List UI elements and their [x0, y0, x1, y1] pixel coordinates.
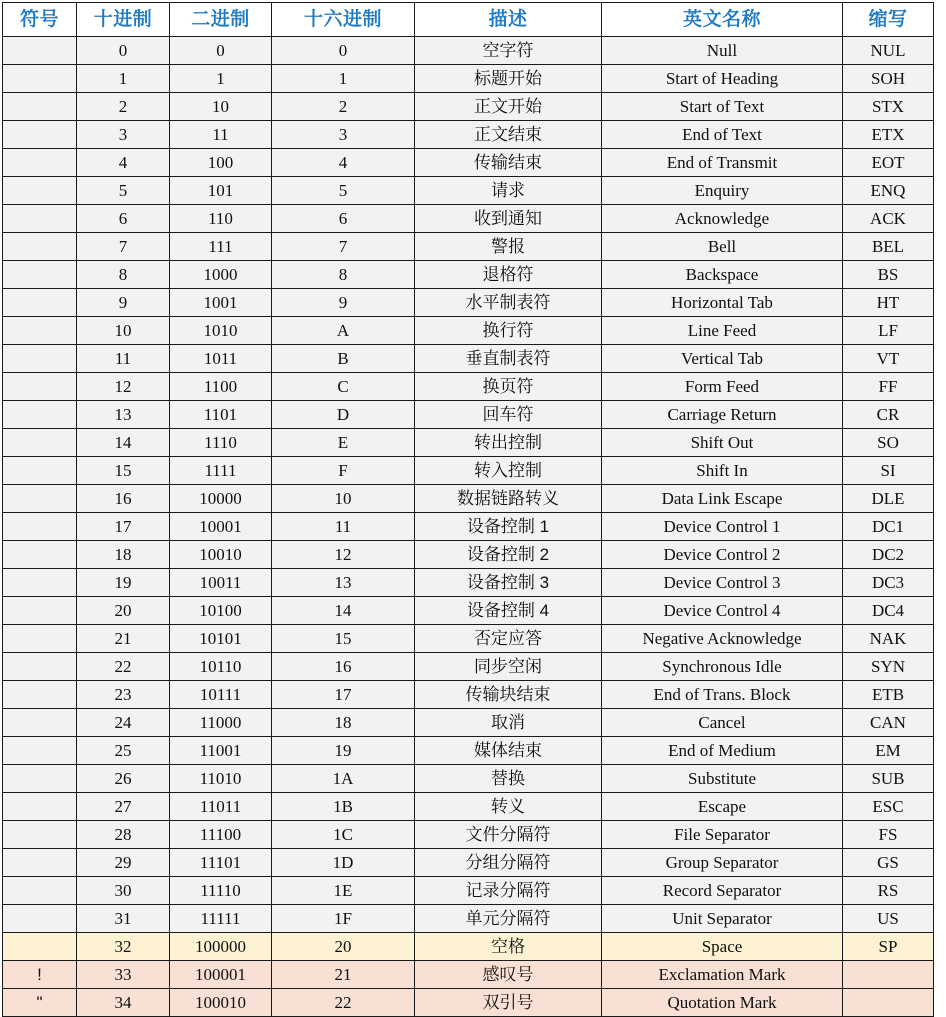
- table-row: [3, 625, 934, 653]
- cell-description: 空字符: [415, 37, 602, 65]
- cell-symbol: [3, 345, 77, 373]
- cell-hexadecimal: 14: [272, 597, 415, 625]
- cell-english-name: Enquiry: [602, 177, 843, 205]
- cell-hexadecimal: B: [272, 345, 415, 373]
- table-row: [3, 345, 934, 373]
- cell-symbol: [3, 233, 77, 261]
- cell-hexadecimal: D: [272, 401, 415, 429]
- table-row: [3, 65, 934, 93]
- cell-decimal: 27: [77, 793, 170, 821]
- cell-hexadecimal: 1D: [272, 849, 415, 877]
- cell-english-name: Bell: [602, 233, 843, 261]
- cell-abbreviation: STX: [843, 93, 934, 121]
- cell-symbol: [3, 541, 77, 569]
- cell-abbreviation: DC3: [843, 569, 934, 597]
- cell-description: 设备控制 1: [415, 513, 602, 541]
- cell-symbol: [3, 933, 77, 961]
- cell-binary: 1000: [170, 261, 272, 289]
- cell-decimal: 12: [77, 373, 170, 401]
- cell-english-name: End of Trans. Block: [602, 681, 843, 709]
- cell-english-name: Group Separator: [602, 849, 843, 877]
- cell-abbreviation: ENQ: [843, 177, 934, 205]
- cell-abbreviation: SP: [843, 933, 934, 961]
- table-row: [3, 681, 934, 709]
- cell-decimal: 6: [77, 205, 170, 233]
- table-row: [3, 485, 934, 513]
- column-header-symbol: 符号: [3, 3, 77, 37]
- cell-english-name: Shift In: [602, 457, 843, 485]
- cell-binary: 11101: [170, 849, 272, 877]
- cell-binary: 11100: [170, 821, 272, 849]
- cell-symbol: [3, 205, 77, 233]
- cell-symbol: [3, 429, 77, 457]
- cell-description: 记录分隔符: [415, 877, 602, 905]
- table-row: [3, 233, 934, 261]
- cell-decimal: 1: [77, 65, 170, 93]
- cell-hexadecimal: 20: [272, 933, 415, 961]
- cell-description: 垂直制表符: [415, 345, 602, 373]
- column-header-decimal: 十进制: [77, 3, 170, 37]
- cell-hexadecimal: 17: [272, 681, 415, 709]
- cell-symbol: [3, 821, 77, 849]
- cell-binary: 1001: [170, 289, 272, 317]
- table-row: [3, 317, 934, 345]
- cell-english-name: Unit Separator: [602, 905, 843, 933]
- cell-description: 媒体结束: [415, 737, 602, 765]
- cell-binary: 0: [170, 37, 272, 65]
- cell-english-name: End of Transmit: [602, 149, 843, 177]
- table-body: [3, 37, 934, 1017]
- cell-english-name: Line Feed: [602, 317, 843, 345]
- cell-hexadecimal: 11: [272, 513, 415, 541]
- table-row: [3, 849, 934, 877]
- cell-hexadecimal: 6: [272, 205, 415, 233]
- table-row: [3, 569, 934, 597]
- cell-abbreviation: DLE: [843, 485, 934, 513]
- cell-description: 分组分隔符: [415, 849, 602, 877]
- cell-symbol: [3, 289, 77, 317]
- cell-hexadecimal: C: [272, 373, 415, 401]
- cell-binary: 110: [170, 205, 272, 233]
- cell-symbol: [3, 849, 77, 877]
- cell-description: 设备控制 2: [415, 541, 602, 569]
- cell-description: 转入控制: [415, 457, 602, 485]
- cell-decimal: 0: [77, 37, 170, 65]
- cell-decimal: 4: [77, 149, 170, 177]
- table-row: [3, 93, 934, 121]
- cell-binary: 100010: [170, 989, 272, 1017]
- cell-description: 正文结束: [415, 121, 602, 149]
- cell-abbreviation: SOH: [843, 65, 934, 93]
- cell-decimal: 23: [77, 681, 170, 709]
- cell-description: 感叹号: [415, 961, 602, 989]
- cell-abbreviation: ACK: [843, 205, 934, 233]
- cell-decimal: 10: [77, 317, 170, 345]
- cell-hexadecimal: 2: [272, 93, 415, 121]
- cell-abbreviation: GS: [843, 849, 934, 877]
- cell-hexadecimal: 12: [272, 541, 415, 569]
- cell-binary: 1101: [170, 401, 272, 429]
- cell-abbreviation: DC2: [843, 541, 934, 569]
- cell-description: 否定应答: [415, 625, 602, 653]
- cell-hexadecimal: 16: [272, 653, 415, 681]
- cell-binary: 1111: [170, 457, 272, 485]
- cell-abbreviation: [843, 989, 934, 1017]
- cell-binary: 10001: [170, 513, 272, 541]
- cell-hexadecimal: A: [272, 317, 415, 345]
- cell-symbol: [3, 121, 77, 149]
- cell-binary: 100: [170, 149, 272, 177]
- cell-english-name: Form Feed: [602, 373, 843, 401]
- cell-symbol: [3, 65, 77, 93]
- cell-decimal: 31: [77, 905, 170, 933]
- cell-hexadecimal: 3: [272, 121, 415, 149]
- table-row: [3, 765, 934, 793]
- cell-english-name: Substitute: [602, 765, 843, 793]
- cell-abbreviation: BS: [843, 261, 934, 289]
- cell-symbol: [3, 597, 77, 625]
- cell-binary: 1010: [170, 317, 272, 345]
- cell-symbol: [3, 569, 77, 597]
- cell-hexadecimal: 7: [272, 233, 415, 261]
- cell-binary: 1011: [170, 345, 272, 373]
- cell-hexadecimal: F: [272, 457, 415, 485]
- cell-english-name: Exclamation Mark: [602, 961, 843, 989]
- cell-symbol: [3, 317, 77, 345]
- cell-description: 转出控制: [415, 429, 602, 457]
- cell-binary: 11010: [170, 765, 272, 793]
- cell-symbol: [3, 737, 77, 765]
- cell-hexadecimal: E: [272, 429, 415, 457]
- table-row: [3, 205, 934, 233]
- cell-description: 警报: [415, 233, 602, 261]
- cell-abbreviation: US: [843, 905, 934, 933]
- cell-english-name: End of Medium: [602, 737, 843, 765]
- cell-binary: 1100: [170, 373, 272, 401]
- table-row: [3, 709, 934, 737]
- table-row: [3, 821, 934, 849]
- table-row: [3, 961, 934, 989]
- cell-binary: 111: [170, 233, 272, 261]
- cell-abbreviation: CAN: [843, 709, 934, 737]
- cell-abbreviation: SUB: [843, 765, 934, 793]
- cell-english-name: Start of Text: [602, 93, 843, 121]
- cell-description: 设备控制 4: [415, 597, 602, 625]
- cell-description: 回车符: [415, 401, 602, 429]
- cell-hexadecimal: 1: [272, 65, 415, 93]
- cell-symbol: [3, 457, 77, 485]
- cell-english-name: Start of Heading: [602, 65, 843, 93]
- cell-description: 单元分隔符: [415, 905, 602, 933]
- cell-english-name: Backspace: [602, 261, 843, 289]
- cell-abbreviation: [843, 961, 934, 989]
- cell-english-name: Data Link Escape: [602, 485, 843, 513]
- cell-decimal: 29: [77, 849, 170, 877]
- cell-abbreviation: FS: [843, 821, 934, 849]
- cell-abbreviation: RS: [843, 877, 934, 905]
- cell-description: 退格符: [415, 261, 602, 289]
- cell-binary: 10000: [170, 485, 272, 513]
- cell-decimal: 5: [77, 177, 170, 205]
- table-row: [3, 877, 934, 905]
- cell-description: 传输块结束: [415, 681, 602, 709]
- cell-english-name: Device Control 3: [602, 569, 843, 597]
- cell-symbol: [3, 513, 77, 541]
- table-row: [3, 261, 934, 289]
- column-header-hexadecimal: 十六进制: [272, 3, 415, 37]
- cell-symbol: [3, 373, 77, 401]
- cell-abbreviation: DC4: [843, 597, 934, 625]
- column-header-description: 描述: [415, 3, 602, 37]
- cell-english-name: File Separator: [602, 821, 843, 849]
- cell-description: 设备控制 3: [415, 569, 602, 597]
- column-header-binary: 二进制: [170, 3, 272, 37]
- cell-symbol: [3, 653, 77, 681]
- cell-description: 传输结束: [415, 149, 602, 177]
- table-row: [3, 513, 934, 541]
- cell-hexadecimal: 1B: [272, 793, 415, 821]
- cell-hexadecimal: 15: [272, 625, 415, 653]
- cell-hexadecimal: 1A: [272, 765, 415, 793]
- cell-symbol: [3, 905, 77, 933]
- ascii-character-table: [2, 2, 934, 1017]
- cell-description: 收到通知: [415, 205, 602, 233]
- cell-decimal: 28: [77, 821, 170, 849]
- table-header: [3, 3, 934, 37]
- table-row: [3, 121, 934, 149]
- cell-english-name: Carriage Return: [602, 401, 843, 429]
- cell-hexadecimal: 22: [272, 989, 415, 1017]
- cell-abbreviation: ESC: [843, 793, 934, 821]
- cell-hexadecimal: 13: [272, 569, 415, 597]
- cell-hexadecimal: 1C: [272, 821, 415, 849]
- cell-english-name: Negative Acknowledge: [602, 625, 843, 653]
- cell-decimal: 30: [77, 877, 170, 905]
- cell-symbol: !: [3, 961, 77, 989]
- cell-decimal: 11: [77, 345, 170, 373]
- cell-binary: 11111: [170, 905, 272, 933]
- cell-decimal: 13: [77, 401, 170, 429]
- table-row: [3, 373, 934, 401]
- cell-decimal: 14: [77, 429, 170, 457]
- table-row: [3, 653, 934, 681]
- cell-decimal: 8: [77, 261, 170, 289]
- cell-decimal: 25: [77, 737, 170, 765]
- cell-description: 取消: [415, 709, 602, 737]
- cell-decimal: 17: [77, 513, 170, 541]
- cell-symbol: [3, 681, 77, 709]
- table-row: [3, 37, 934, 65]
- cell-hexadecimal: 1F: [272, 905, 415, 933]
- table-row: [3, 933, 934, 961]
- cell-abbreviation: FF: [843, 373, 934, 401]
- cell-hexadecimal: 4: [272, 149, 415, 177]
- cell-description: 同步空闲: [415, 653, 602, 681]
- cell-decimal: 33: [77, 961, 170, 989]
- cell-symbol: [3, 793, 77, 821]
- cell-binary: 10110: [170, 653, 272, 681]
- cell-binary: 1110: [170, 429, 272, 457]
- table-row: [3, 541, 934, 569]
- cell-description: 请求: [415, 177, 602, 205]
- cell-abbreviation: VT: [843, 345, 934, 373]
- cell-decimal: 26: [77, 765, 170, 793]
- cell-hexadecimal: 1E: [272, 877, 415, 905]
- cell-abbreviation: DC1: [843, 513, 934, 541]
- cell-english-name: Vertical Tab: [602, 345, 843, 373]
- cell-binary: 10111: [170, 681, 272, 709]
- cell-binary: 11001: [170, 737, 272, 765]
- cell-english-name: Acknowledge: [602, 205, 843, 233]
- cell-binary: 11110: [170, 877, 272, 905]
- cell-decimal: 24: [77, 709, 170, 737]
- cell-description: 数据链路转义: [415, 485, 602, 513]
- cell-english-name: Synchronous Idle: [602, 653, 843, 681]
- cell-decimal: 20: [77, 597, 170, 625]
- cell-hexadecimal: 9: [272, 289, 415, 317]
- table-header-row: [3, 3, 934, 37]
- cell-abbreviation: NAK: [843, 625, 934, 653]
- cell-binary: 11000: [170, 709, 272, 737]
- cell-english-name: Horizontal Tab: [602, 289, 843, 317]
- cell-hexadecimal: 18: [272, 709, 415, 737]
- cell-description: 空格: [415, 933, 602, 961]
- cell-hexadecimal: 10: [272, 485, 415, 513]
- cell-english-name: Space: [602, 933, 843, 961]
- cell-symbol: [3, 401, 77, 429]
- cell-english-name: Device Control 4: [602, 597, 843, 625]
- cell-binary: 100000: [170, 933, 272, 961]
- table-row: [3, 149, 934, 177]
- cell-symbol: [3, 625, 77, 653]
- cell-binary: 10: [170, 93, 272, 121]
- cell-abbreviation: ETX: [843, 121, 934, 149]
- cell-description: 正文开始: [415, 93, 602, 121]
- column-header-english-name: 英文名称: [602, 3, 843, 37]
- cell-english-name: Cancel: [602, 709, 843, 737]
- cell-description: 双引号: [415, 989, 602, 1017]
- cell-symbol: [3, 709, 77, 737]
- cell-abbreviation: CR: [843, 401, 934, 429]
- cell-symbol: [3, 93, 77, 121]
- cell-binary: 10100: [170, 597, 272, 625]
- cell-binary: 11011: [170, 793, 272, 821]
- cell-description: 标题开始: [415, 65, 602, 93]
- cell-abbreviation: LF: [843, 317, 934, 345]
- cell-description: 文件分隔符: [415, 821, 602, 849]
- cell-abbreviation: SI: [843, 457, 934, 485]
- cell-binary: 11: [170, 121, 272, 149]
- cell-symbol: [3, 261, 77, 289]
- cell-english-name: Device Control 2: [602, 541, 843, 569]
- cell-description: 换行符: [415, 317, 602, 345]
- cell-english-name: Quotation Mark: [602, 989, 843, 1017]
- cell-symbol: [3, 149, 77, 177]
- cell-hexadecimal: 8: [272, 261, 415, 289]
- cell-decimal: 16: [77, 485, 170, 513]
- cell-english-name: End of Text: [602, 121, 843, 149]
- cell-binary: 1: [170, 65, 272, 93]
- cell-hexadecimal: 5: [272, 177, 415, 205]
- column-header-abbreviation: 缩写: [843, 3, 934, 37]
- cell-binary: 10010: [170, 541, 272, 569]
- cell-binary: 100001: [170, 961, 272, 989]
- cell-description: 转义: [415, 793, 602, 821]
- cell-decimal: 9: [77, 289, 170, 317]
- cell-english-name: Record Separator: [602, 877, 843, 905]
- cell-decimal: 22: [77, 653, 170, 681]
- cell-decimal: 32: [77, 933, 170, 961]
- cell-decimal: 7: [77, 233, 170, 261]
- cell-hexadecimal: 21: [272, 961, 415, 989]
- cell-symbol: [3, 177, 77, 205]
- table-row: [3, 989, 934, 1017]
- table-row: [3, 597, 934, 625]
- cell-english-name: Shift Out: [602, 429, 843, 457]
- cell-abbreviation: BEL: [843, 233, 934, 261]
- table-row: [3, 289, 934, 317]
- table-row: [3, 905, 934, 933]
- cell-abbreviation: NUL: [843, 37, 934, 65]
- cell-decimal: 34: [77, 989, 170, 1017]
- cell-hexadecimal: 19: [272, 737, 415, 765]
- table-row: [3, 401, 934, 429]
- table-row: [3, 737, 934, 765]
- cell-symbol: [3, 485, 77, 513]
- cell-abbreviation: SYN: [843, 653, 934, 681]
- cell-decimal: 19: [77, 569, 170, 597]
- table-row: [3, 177, 934, 205]
- cell-symbol: [3, 877, 77, 905]
- cell-symbol: [3, 765, 77, 793]
- cell-abbreviation: SO: [843, 429, 934, 457]
- cell-description: 水平制表符: [415, 289, 602, 317]
- cell-binary: 10011: [170, 569, 272, 597]
- cell-symbol: [3, 37, 77, 65]
- cell-decimal: 21: [77, 625, 170, 653]
- table-row: [3, 457, 934, 485]
- cell-english-name: Escape: [602, 793, 843, 821]
- cell-description: 换页符: [415, 373, 602, 401]
- cell-description: 替换: [415, 765, 602, 793]
- cell-decimal: 18: [77, 541, 170, 569]
- cell-decimal: 2: [77, 93, 170, 121]
- table-row: [3, 429, 934, 457]
- cell-abbreviation: HT: [843, 289, 934, 317]
- cell-decimal: 3: [77, 121, 170, 149]
- cell-english-name: Null: [602, 37, 843, 65]
- table-row: [3, 793, 934, 821]
- cell-decimal: 15: [77, 457, 170, 485]
- cell-hexadecimal: 0: [272, 37, 415, 65]
- cell-english-name: Device Control 1: [602, 513, 843, 541]
- cell-abbreviation: EOT: [843, 149, 934, 177]
- cell-abbreviation: ETB: [843, 681, 934, 709]
- cell-abbreviation: EM: [843, 737, 934, 765]
- cell-binary: 101: [170, 177, 272, 205]
- cell-symbol: ": [3, 989, 77, 1017]
- cell-binary: 10101: [170, 625, 272, 653]
